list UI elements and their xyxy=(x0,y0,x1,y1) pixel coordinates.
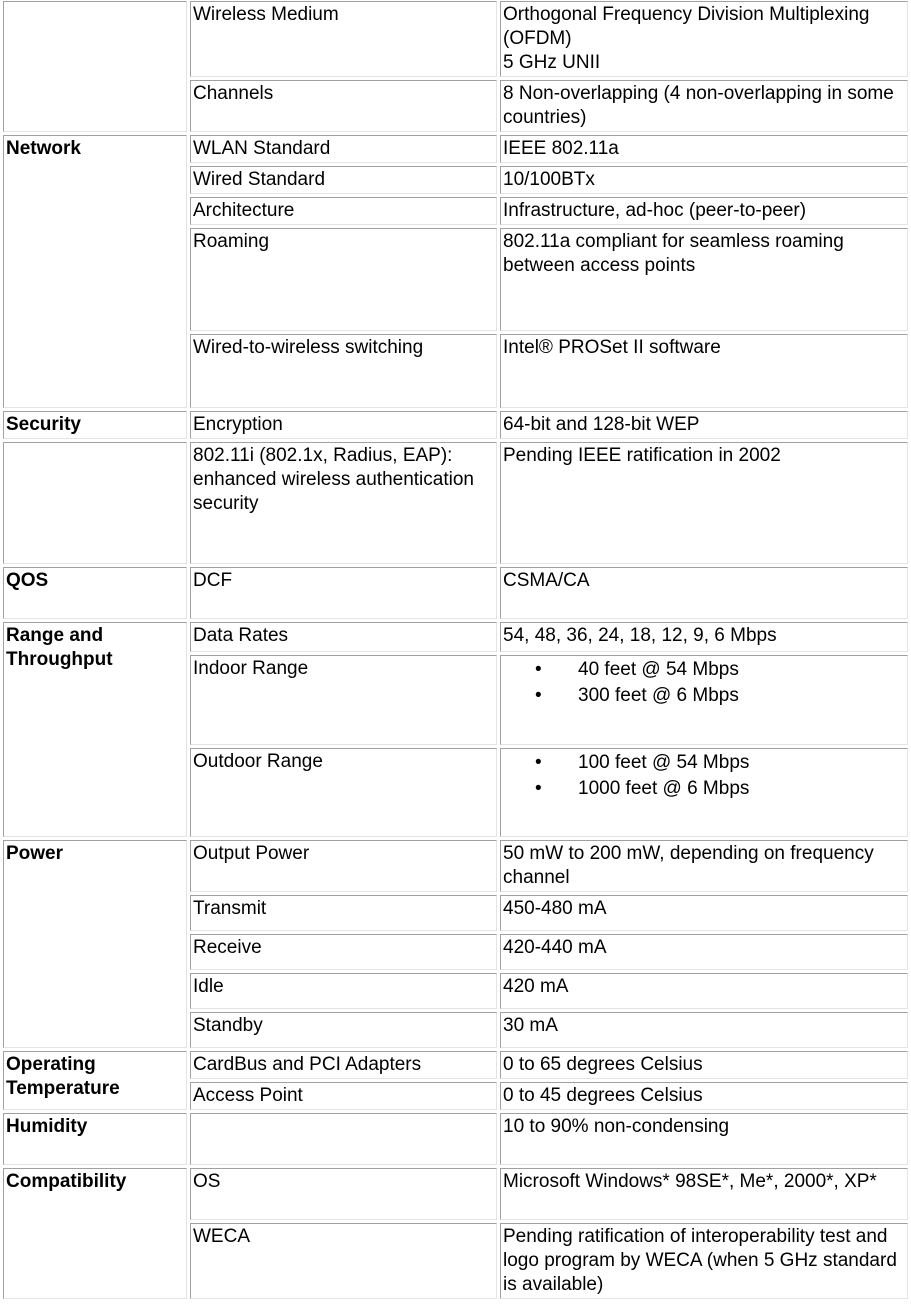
spec-label: WECA xyxy=(190,1223,497,1299)
spec-label: Architecture xyxy=(190,197,497,225)
spec-value: 30 mA xyxy=(500,1012,908,1048)
table-row xyxy=(3,1051,908,1079)
spec-label: Channels xyxy=(190,80,497,132)
bullet-list xyxy=(503,657,905,709)
table-row xyxy=(3,622,908,652)
table-row xyxy=(3,1113,908,1165)
spec-value: 10/100BTx xyxy=(500,166,908,194)
spec-value: 0 to 45 degrees Celsius xyxy=(500,1082,908,1110)
spec-value: Intel® PROSet II software xyxy=(500,334,908,408)
table-row xyxy=(3,442,908,564)
category-humidity: Humidity xyxy=(3,1113,187,1165)
table-row xyxy=(3,567,908,619)
spec-label: OS xyxy=(190,1168,497,1220)
spec-label: Standby xyxy=(190,1012,497,1048)
spec-value xyxy=(500,1,908,77)
list-item: • 1000 feet @ 6 Mbps xyxy=(503,776,905,802)
table-row xyxy=(3,1168,908,1220)
spec-value: 802.11a compliant for seamless roaming between access points xyxy=(500,228,908,331)
category-qos: QOS xyxy=(3,567,187,619)
category-cell-empty xyxy=(3,1,187,132)
category-power: Power xyxy=(3,840,187,1048)
bullet-list xyxy=(503,750,905,802)
spec-value: Infrastructure, ad-hoc (peer-to-peer) xyxy=(500,197,908,225)
spec-label: Indoor Range xyxy=(190,655,497,745)
list-item: • 40 feet @ 54 Mbps xyxy=(503,657,905,683)
spec-value: 8 Non-overlapping (4 non-overlapping in some countries) xyxy=(500,80,908,132)
spec-value: Pending ratification of interoperability test and logo program by WECA (when 5 GHz standard is available) xyxy=(500,1223,908,1299)
list-item: • 100 feet @ 54 Mbps xyxy=(503,750,905,776)
category-temperature: Operating Temperature xyxy=(3,1051,187,1110)
spec-label: Wired Standard xyxy=(190,166,497,194)
category-range: Range and Throughput xyxy=(3,622,187,837)
spec-label-empty xyxy=(190,1113,497,1165)
spec-label: DCF xyxy=(190,567,497,619)
category-security: Security xyxy=(3,411,187,439)
spec-value: 54, 48, 36, 24, 18, 12, 9, 6 Mbps xyxy=(500,622,908,652)
spec-value: IEEE 802.11a xyxy=(500,135,908,163)
spec-value: 0 to 65 degrees Celsius xyxy=(500,1051,908,1079)
spec-value: 450-480 mA xyxy=(500,895,908,931)
spec-label: Wired-to-wireless switching xyxy=(190,334,497,408)
list-item: • 300 feet @ 6 Mbps xyxy=(503,683,905,709)
spec-label: Outdoor Range xyxy=(190,748,497,837)
table-row xyxy=(3,135,908,163)
table-row xyxy=(3,840,908,892)
spec-value: 420 mA xyxy=(500,973,908,1009)
spec-value: Microsoft Windows* 98SE*, Me*, 2000*, XP* xyxy=(500,1168,908,1220)
spec-label: Wireless Medium xyxy=(190,1,497,77)
spec-label: Transmit xyxy=(190,895,497,931)
spec-value xyxy=(500,655,908,745)
spec-value-line: 5 GHz UNII xyxy=(503,52,601,73)
spec-value: Pending IEEE ratification in 2002 xyxy=(500,442,908,564)
spec-label: 802.11i (802.1x, Radius, EAP): enhanced wireless authentication security xyxy=(190,442,497,564)
spec-value: 420-440 mA xyxy=(500,934,908,970)
spec-label: CardBus and PCI Adapters xyxy=(190,1051,497,1079)
spec-label: WLAN Standard xyxy=(190,135,497,163)
spec-label: Idle xyxy=(190,973,497,1009)
spec-value xyxy=(500,748,908,837)
spec-value: 10 to 90% non-condensing xyxy=(500,1113,908,1165)
spec-label: Encryption xyxy=(190,411,497,439)
table-row xyxy=(3,411,908,439)
category-cell-empty xyxy=(3,442,187,564)
spec-label: Data Rates xyxy=(190,622,497,652)
category-network: Network xyxy=(3,135,187,408)
category-compatibility: Compatibility xyxy=(3,1168,187,1299)
spec-value: 50 mW to 200 mW, depending on frequency channel xyxy=(500,840,908,892)
spec-value-line: Orthogonal Frequency Division Multiplexing (OFDM) xyxy=(503,4,870,49)
spec-label: Output Power xyxy=(190,840,497,892)
spec-value: 64-bit and 128-bit WEP xyxy=(500,411,908,439)
spec-label: Access Point xyxy=(190,1082,497,1110)
spec-label: Receive xyxy=(190,934,497,970)
spec-value: CSMA/CA xyxy=(500,567,908,619)
spec-label: Roaming xyxy=(190,228,497,331)
table-row xyxy=(3,1,908,77)
